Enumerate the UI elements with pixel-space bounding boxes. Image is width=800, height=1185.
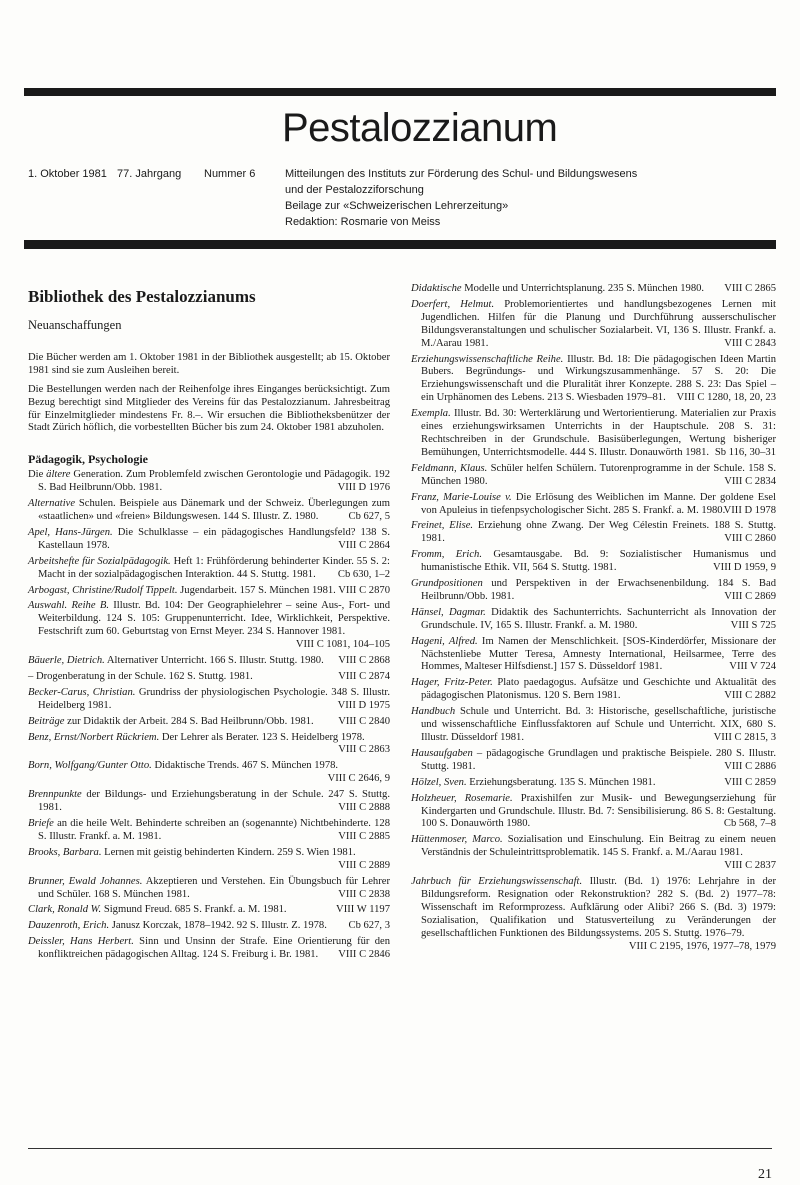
book-entry [411, 607, 776, 633]
entry-author: Becker-Carus, Christian. [28, 686, 136, 698]
book-entry [28, 585, 390, 598]
entry-title: Didaktische [411, 283, 462, 294]
book-entry [411, 793, 776, 832]
book-entry [411, 636, 776, 675]
call-number: Cb 568, 7–8 [723, 818, 776, 830]
issue-volume: 77. Jahrgang [117, 168, 182, 180]
entry-text: Schule und Unterricht. Bd. 3: Historische, gesellschaftliche, juristische und wissenschaftliche Einflussfaktoren auf Schule und Unterricht. XIX, 680 S. Illustr. Düsseldorf 1981. [421, 706, 776, 743]
entry-title: Jahrbuch für Erziehungswissenschaft. [411, 876, 583, 888]
entry-text: Praxishilfen zur Musik- und Bewegungserziehung für Kindergarten und Grundschule. Illustr. Bd. 7: Sensibilisierung. 86 S. 8: Gestaltung. 100 S. Donauwörth 1980. [421, 792, 776, 830]
entry-author: Deissler, Hans Herbert. [28, 936, 134, 948]
entry-title: Alternative [28, 498, 76, 510]
book-entry [28, 600, 390, 652]
call-number: VIII D 1975 [337, 699, 390, 711]
masthead-bottom-rule [24, 240, 776, 249]
entry-text: Alternativer Unterricht. 166 S. Illustr. Stuttg. 1980. [104, 655, 324, 667]
call-number: VIII C 2874 [338, 670, 390, 682]
entry-text: Die Schulklasse – ein pädagogisches Handlungsfeld? 138 S. Kastellaun 1978. [38, 526, 390, 551]
book-entry [28, 687, 390, 713]
entry-text: Grundriss der physiologischen Psychologie. 348 S. Illustr. Heidelberg 1981. [38, 686, 390, 711]
entry-author: Hänsel, Dagmar. [411, 606, 486, 618]
book-entry [411, 706, 776, 745]
entry-text: Im Namen der Menschlichkeit. [SOS-Kinderdörfer, Missionare der Nächstenliebe Mutter Teresa, Amnesty International, Heilsarmee, Terre des Hommes, Malteser Hilfsdienst.] 157 S. Düsseldorf 1981. [421, 635, 777, 673]
book-entry [28, 732, 390, 758]
book-list-right [411, 283, 776, 954]
book-entry [411, 299, 776, 351]
entry-text: Illustr. (Bd. 1) 1976: Lehrjahre in der Bildungsreform. Resignation oder Rekonstruktion? 282 S. (Bd. 2) 1977–78: Wissenschaft im Reformprozess. Aufklärung oder Alibi? 266 S. (Bd. 3) 1979: Sozialisation, Qualifikation und Statusverteilung zu Veränderungen der gesellschaftlichen Funktionen des Bildungssystems. 205 S. Stuttg. 1976–79. [421, 876, 776, 939]
book-entry [28, 876, 390, 902]
entry-author: Clark, Ronald W. [28, 904, 102, 916]
book-entry [411, 834, 776, 873]
book-entry [411, 777, 776, 790]
call-number: VIII C 2870 [338, 584, 390, 596]
book-entry [411, 677, 776, 703]
call-number: VIII C 2865 [724, 283, 776, 294]
entry-author: Brunner, Ewald Johannes. [28, 875, 143, 887]
entry-author: Arbogast, Christine/Rudolf Tippelt. [28, 584, 178, 596]
book-entry [411, 549, 776, 575]
call-number: VIII C 2834 [724, 475, 776, 487]
entry-text: Modelle und Unterrichtsplanung. 235 S. München 1980. [461, 283, 705, 294]
call-number: VIII C 2646, 9 [327, 773, 390, 785]
entry-text: Akzeptieren und Verstehen. Ein Übungsbuch für Lehrer und Schüler. 168 S. München 1981. [38, 875, 390, 900]
entry-text: Heft 1: Frühförderung behinderter Kinder. 55 S. 2: Macht in der sozialpädagogischen Interaktion. 44 S. Stuttg. 1981. [38, 555, 390, 580]
entry-title: Erziehungswissenschaftliche Reihe. [411, 353, 564, 365]
book-entry [28, 760, 390, 786]
book-entry [28, 671, 390, 684]
book-entry [28, 847, 390, 873]
entry-author: Auswahl. Reihe B. [28, 600, 109, 612]
call-number: VIII C 2837 [724, 860, 776, 872]
page-number: 21 [758, 1167, 772, 1182]
entry-text: Der Lehrer als Berater. 123 S. Heidelberg 1978. [159, 731, 365, 743]
book-entry [28, 904, 390, 917]
section-title: Bibliothek des Pestalozzianums [28, 287, 256, 306]
entry-text: Schulen. Beispiele aus Dänemark und der Schweiz. Überlegungen zum «staatlichen» und «freien» Bildungswesen. 144 S. Illustr. Z. 1980. [38, 498, 390, 522]
entry-text: Didaktik des Sachunterrichts. Sachunterricht als Innovation der Grundschule. IV, 165 S. Illustr. Frankf. a. M. 1980. [421, 606, 776, 631]
book-entry [411, 520, 776, 546]
call-number: VIII S 725 [730, 619, 776, 631]
issue-date: 1. Oktober 1981 [28, 168, 107, 180]
call-number: VIII C 2859 [724, 776, 776, 788]
intro-paragraph: Die Bestellungen werden nach der Reihenfolge ihres Einganges berücksichtigt. Zum Bezug berechtigt sind Mitglieder des Vereins für das Pestalozzianum. Jahresbeitrag für Einzelmitglieder mindestens Fr. 8.–. Wir ersuchen die Bibliotheksbenützer der Stadt Zürich höflich, die vorbestellten Bücher bis zum 24. Oktober 1981 abzuholen. [28, 383, 390, 434]
call-number: VIII C 2815, 3 [713, 732, 776, 743]
intro-paragraph: Die Bücher werden am 1. Oktober 1981 in der Bibliothek ausgestellt; ab 15. Oktober 1981 sind sie zum Ausleihen bereit. [28, 351, 390, 376]
call-number: VIII C 1280, 18, 20, 23 [676, 392, 776, 404]
masthead-description [285, 166, 637, 230]
issue-number: Nummer 6 [204, 168, 256, 180]
entry-author: Hageni, Alfred. [411, 635, 478, 647]
call-number: VIII C 2846 [338, 949, 390, 961]
entry-author: Brooks, Barbara. [28, 846, 102, 858]
entry-text: – pädagogische Grundlagen und praktische Beispiele. 280 S. Illustr. Stuttg. 1981. [421, 747, 776, 772]
entry-author: Fromm, Erich. [411, 549, 482, 561]
masthead-title: Pestalozzianum [282, 106, 558, 150]
entry-author: Doerfert, Helmut. [411, 298, 495, 310]
entry-author: Freinet, Elise. [411, 520, 474, 532]
entry-title: Brennpunkte [28, 789, 82, 801]
entry-text: Sigmund Freud. 685 S. Frankf. a. M. 1981. [101, 904, 287, 916]
book-entry [411, 748, 776, 774]
entry-text: Sozialisation und Einschulung. Ein Beitrag zu einem neuen Verständnis der Schuleintrittsproblematik. 145 S. Frankf. a. M./Aarau 1981. [421, 834, 776, 859]
entry-author: Feldmann, Klaus. [411, 462, 488, 474]
entry-text: Didaktische Trends. 467 S. München 1978. [151, 760, 339, 772]
book-entry [411, 463, 776, 489]
entry-text: an die heile Welt. Behinderte schreiben an (sogenannte) Nichtbehinderte. 128 S. Illustr. Frankf. a. M. 1981. [38, 818, 390, 842]
call-number: VIII C 2888 [338, 802, 390, 814]
call-number: VIII C 2863 [338, 744, 390, 756]
book-entry [28, 527, 390, 553]
entry-title: Hausaufgaben [411, 747, 473, 759]
book-entry [28, 936, 390, 962]
book-entry [28, 818, 390, 844]
book-entry [411, 876, 776, 953]
book-entry [28, 556, 390, 582]
call-number: VIII D 1976 [337, 482, 390, 494]
call-number: VIII C 2889 [338, 859, 390, 871]
entry-title: Exempla. [411, 408, 451, 420]
entry-text: Erziehung ohne Zwang. Der Weg Célestin Freinets. 188 S. Stuttg. 1981. [421, 520, 777, 545]
entry-text: Erziehungsberatung. 135 S. München 1981. [466, 776, 656, 788]
call-number: VIII C 2840 [338, 715, 390, 727]
entry-text: Illustr. Bd. 104: Der Geographielehrer – seine Aus-, Fort- und Weiterbildung. 124 S. 105: Gruppenunterricht. Idee, Wirklichkeit, Perspektive. Festschrift zum 60. Geburtstag von Ernst Meyer. 234 S. Hannover 1981. [38, 600, 390, 638]
entry-text: – Drogenberatung in der Schule. 162 S. Stuttg. 1981. [28, 670, 253, 682]
description-line: und der Pestalozziforschung [285, 184, 424, 196]
call-number: VIII C 2864 [338, 539, 390, 551]
entry-author: Hüttenmoser, Marco. [411, 834, 503, 846]
call-number: VIII W 1197 [336, 904, 390, 916]
entry-text: Plato paedagogus. Aufsätze und Geschichte und Aktualität des pädagogischen Platonismus. 120 S. Bern 1981. [421, 677, 776, 702]
call-number: VIII C 2195, 1976, 1977–78, 1979 [628, 940, 776, 952]
entry-text: und Perspektiven in der Erwachsenenbildung. 184 S. Bad Heilbrunn/Obb. 1981. [421, 578, 776, 602]
call-number: VIII C 1081, 104–105 [295, 639, 390, 651]
call-number: VIII D 1978 [723, 504, 776, 516]
entry-text: Die [28, 469, 47, 481]
entry-title: Arbeitshefte für Sozialpädagogik. [28, 555, 171, 567]
call-number: Cb 627, 5 [348, 510, 390, 522]
footer-rule [28, 1148, 772, 1149]
call-number: VIII D 1959, 9 [713, 562, 776, 574]
book-list-left [28, 469, 390, 962]
call-number: VIII C 2838 [338, 888, 390, 900]
section-subtitle: Neuanschaffungen [28, 318, 122, 332]
book-entry [411, 492, 776, 518]
masthead-top-rule [24, 88, 776, 96]
book-entry [411, 578, 776, 604]
entry-author: Benz, Ernst/Norbert Rückriem. [28, 731, 160, 743]
entry-text: Sinn und Unsinn der Strafe. Eine Orientierung für den konfliktreichen pädagogischen Alltag. 124 S. Freiburg i. Br. 1981. [38, 936, 391, 961]
entry-text: zur Didaktik der Arbeit. 284 S. Bad Heilbrunn/Obb. 1981. [64, 715, 314, 727]
entry-text: Schüler helfen Schülern. Tutorenprogramme in der Schule. 158 S. München 1980. [421, 462, 776, 487]
left-column [28, 283, 390, 965]
entry-text: Jugendarbeit. 157 S. München 1981. [177, 584, 336, 596]
entry-title: ältere [46, 469, 71, 481]
entry-author: Dauzenroth, Erich. [28, 920, 110, 932]
entry-author: Bäuerle, Dietrich. [28, 655, 105, 667]
entry-text: Problemorientiertes und handlungsbezogenes Lernen mit Jugendlichen. Hilfen für die Planung und Durchführung ausserschulischer Bildungsveranstaltungen und schulischer Sozialarbeit. VI, 136 S. Illustr. Frankf. a. M./Aarau 1981. [421, 298, 776, 349]
entry-author: Apel, Hans-Jürgen. [28, 526, 113, 538]
entry-title: Briefe [28, 818, 54, 829]
entry-author: Born, Wolfgang/Gunter Otto. [28, 760, 152, 772]
book-entry [28, 920, 390, 933]
entry-title: Beiträge [28, 715, 65, 727]
call-number: Cb 627, 3 [348, 920, 390, 932]
call-number: VIII C 2843 [724, 337, 776, 349]
entry-text: der Bildungs- und Erziehungsberatung in der Schule. 247 S. Stuttg. 1981. [38, 789, 390, 814]
right-column [411, 283, 776, 957]
entry-text: Janusz Korczak, 1878–1942. 92 S. Illustr. Z. 1978. [109, 920, 327, 932]
category-heading: Pädagogik, Psychologie [28, 452, 149, 467]
book-entry [28, 655, 390, 668]
book-entry [28, 498, 390, 524]
entry-text: Illustr. Bd. 30: Werterklärung und Wertorientierung. Materialien zur Praxis eines erziehungswirksamen Unterrichts in der Hauptschule. 208 S. 31: Rechtschreiben in der Grundschule. Basisüberlegungen, Wertung bisheriger Bemühungen, Unterrichtsmodelle. 444 S. Illustr. Donauwörth 1981. [421, 408, 776, 458]
call-number: Cb 630, 1–2 [337, 568, 390, 580]
entry-text: Die Erlösung des Weiblichen im Manne. Der goldene Esel von Apuleius in tiefenpsychologischer Sicht. 285 S. Frankf. a. M. 1980. [421, 491, 776, 516]
book-entry [411, 354, 776, 406]
book-entry [411, 283, 776, 296]
entry-text: Lernen mit geistig behinderten Kindern. 259 S. Wien 1981. [101, 846, 356, 858]
book-entry [28, 716, 390, 729]
entry-author: Hager, Fritz-Peter. [411, 677, 493, 689]
book-entry [28, 469, 390, 495]
call-number: VIII C 2882 [724, 690, 776, 702]
entry-title: Grundpositionen [411, 578, 483, 590]
call-number: VIII C 2869 [724, 590, 776, 602]
entry-text: Illustr. Bd. 18: Die pädagogischen Ideen Martin Bubers. Begründungs- und Wirkungszusammenhänge. 57 S. 20: Die Erziehungswissenschaft und die Pluralität ihrer Konzepte. 288 S. 23: Das Spiel – ein Urphänomen des Lebens. 213 S. Wiesbaden 1979–81. [421, 353, 777, 404]
call-number: VIII C 2886 [724, 760, 776, 772]
call-number: VIII C 2868 [338, 655, 390, 667]
description-line: Beilage zur «Schweizerischen Lehrerzeitung» [285, 200, 509, 212]
entry-author: Hölzel, Sven. [411, 776, 467, 788]
call-number: Sb 116, 30–31 [714, 446, 776, 458]
call-number: VIII C 2885 [338, 830, 390, 842]
book-entry [411, 408, 776, 460]
description-line: Redaktion: Rosmarie von Meiss [285, 216, 441, 228]
entry-title: Handbuch [411, 706, 456, 718]
call-number: VIII C 2860 [724, 533, 776, 545]
entry-author: Holzheuer, Rosemarie. [411, 792, 513, 804]
description-line: Mitteilungen des Instituts zur Förderung des Schul- und Bildungswesens [285, 168, 638, 180]
book-entry [28, 789, 390, 815]
entry-author: Franz, Marie-Louise v. [411, 491, 512, 503]
call-number: VIII V 724 [729, 661, 776, 673]
entry-text: Generation. Zum Problemfeld zwischen Gerontologie und Pädagogik. 192 S. Bad Heilbrunn/Obb. 1981. [38, 469, 390, 494]
entry-text: Gesamtausgabe. Bd. 9: Sozialistischer Humanismus und humanistische Ethik. VII, 564 S. Stuttg. 1981. [421, 549, 777, 574]
